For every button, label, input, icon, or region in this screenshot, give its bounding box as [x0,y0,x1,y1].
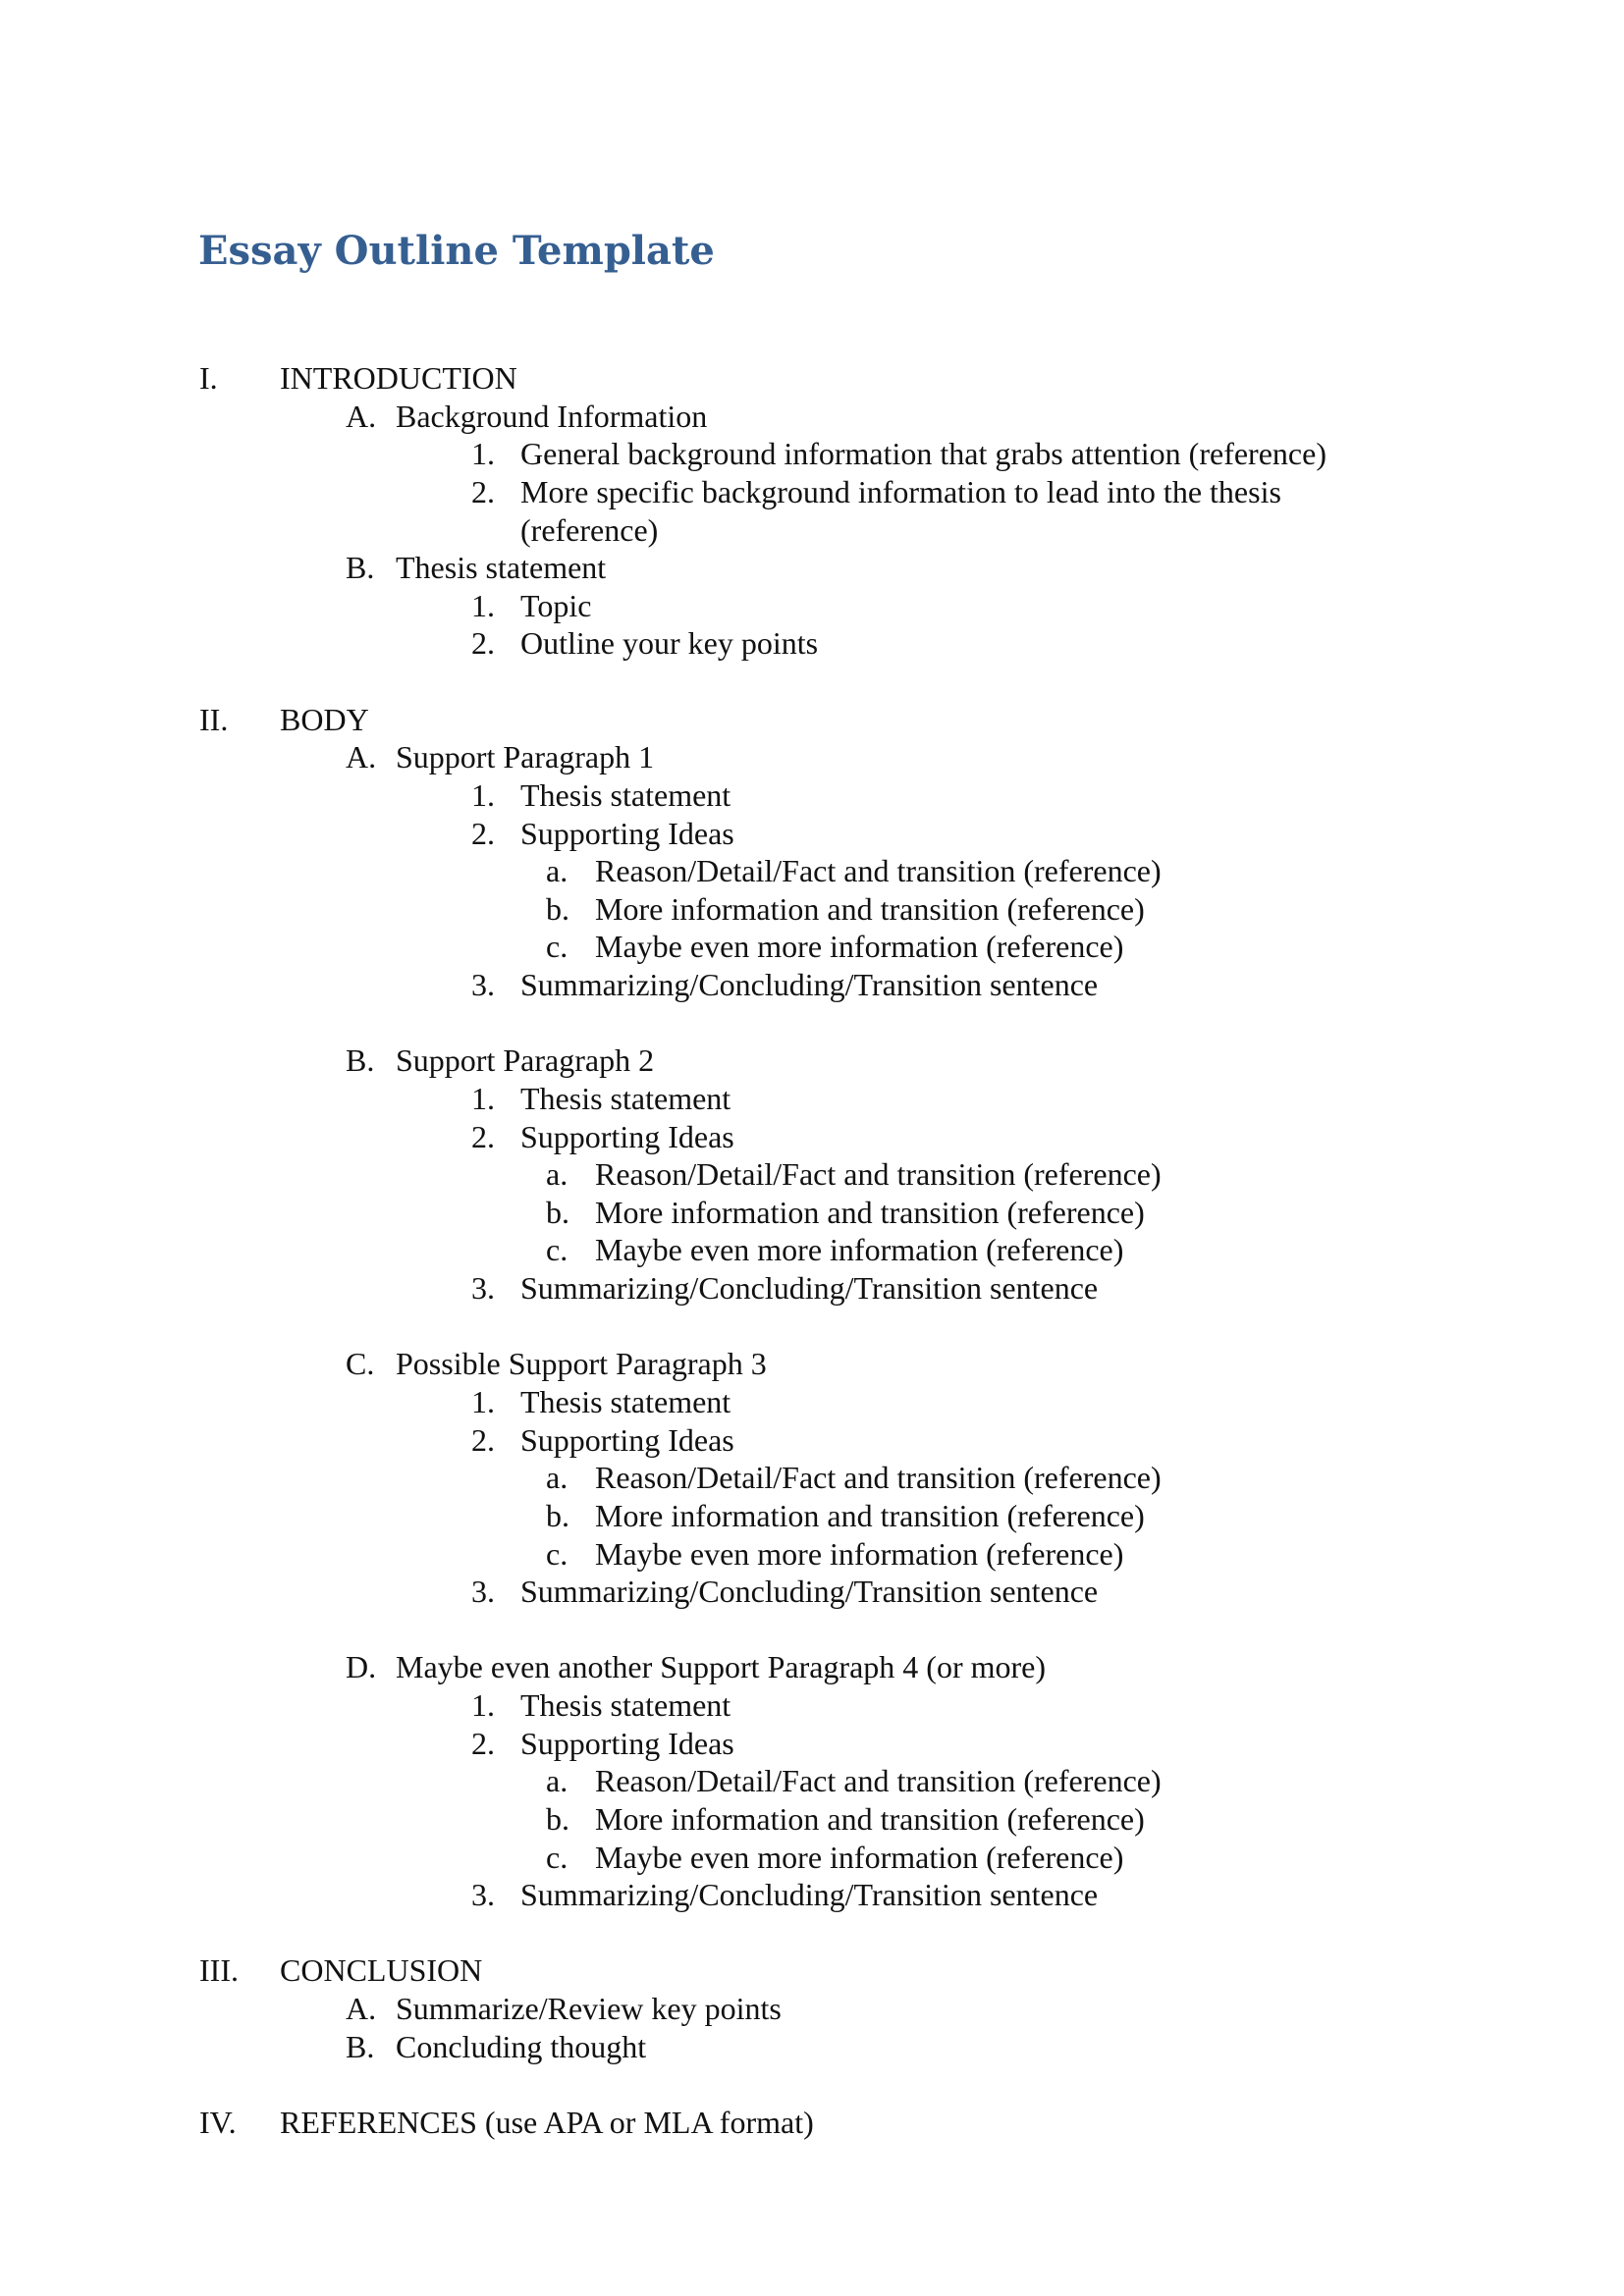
outline-marker: 1. [471,587,495,623]
outline-text: Summarizing/Concluding/Transition sentence [520,967,1099,1003]
outline-marker: a. [546,1763,568,1799]
outline-text: Supporting Ideas [520,1725,734,1761]
outline-marker: I. [199,360,218,396]
outline-marker: 3. [471,1270,495,1307]
outline-marker: 2. [471,1421,495,1458]
outline-marker: B. [346,1042,375,1079]
outline-marker: A. [346,1991,377,2027]
outline-marker: B. [346,550,375,586]
outline-marker: 2. [471,1725,495,1761]
outline-text: More information and transition (reference) [595,890,1145,927]
outline-marker: 1. [471,1687,495,1724]
outline-text: Maybe even more information (reference) [595,1232,1124,1268]
outline-marker: 3. [471,1877,495,1913]
outline-text: Maybe even more information (reference) [595,1839,1124,1875]
outline-text: Thesis statement [520,776,731,813]
outline-text: Topic [520,587,592,623]
outline-text: Thesis statement [520,1080,731,1116]
outline-text: REFERENCES (use APA or MLA format) [280,2104,814,2140]
outline-marker: c. [546,929,568,965]
outline-text: Supporting Ideas [520,1118,734,1154]
outline-marker: c. [546,1232,568,1268]
outline-marker: 2. [471,625,495,662]
outline-text: Reason/Detail/Fact and transition (reference) [595,1460,1162,1496]
outline-marker: 1. [471,1384,495,1419]
outline-text: Maybe even more information (reference) [595,1535,1124,1572]
outline-marker: 2. [471,473,495,509]
outline-text: Support Paragraph 2 [396,1042,655,1079]
outline-marker: 1. [471,776,495,813]
outline-marker: c. [546,1535,568,1572]
outline-marker: a. [546,853,568,889]
outline-marker: C. [346,1346,375,1382]
outline-text: Maybe even more information (reference) [595,929,1124,965]
outline-marker: c. [546,1839,568,1875]
outline-marker: b. [546,1800,569,1837]
outline-text: Reason/Detail/Fact and transition (reference) [595,853,1162,889]
outline-text: BODY [280,701,369,737]
outline-text: (reference) [520,511,659,548]
outline-marker: b. [546,890,569,927]
outline-text: Outline your key points [520,625,819,662]
outline-text: Thesis statement [520,1687,731,1724]
outline-marker: 2. [471,1118,495,1154]
outline-text: More information and transition (reference) [595,1800,1145,1837]
outline-text: Summarizing/Concluding/Transition sentence [520,1270,1099,1307]
outline-marker: II. [199,701,229,737]
outline-text: Summarize/Review key points [396,1991,782,2027]
outline-text: Thesis statement [520,1384,731,1419]
outline-marker: B. [346,2028,375,2064]
outline-text: Reason/Detail/Fact and transition (reference) [595,1763,1162,1799]
outline-marker: 3. [471,967,495,1003]
outline-text: More information and transition (reference) [595,1194,1145,1230]
outline-marker: a. [546,1460,568,1496]
page-title: Essay Outline Template [198,228,715,274]
outline-text: Maybe even another Support Paragraph 4 (or more) [396,1649,1046,1685]
outline-marker: a. [546,1156,568,1193]
outline-text: Supporting Ideas [520,1421,734,1458]
outline-marker: 1. [471,1080,495,1116]
outline-text: Background Information [396,398,708,434]
outline-text: CONCLUSION [280,1952,483,1989]
outline-text: INTRODUCTION [280,360,517,396]
outline-marker: III. [199,1952,239,1989]
outline-text: Summarizing/Concluding/Transition sentence [520,1574,1099,1610]
outline-marker: A. [346,398,377,434]
outline-text: Support Paragraph 1 [396,739,655,775]
outline-text: More specific background information to lead into the thesis [520,473,1281,509]
outline-marker: D. [346,1649,377,1685]
outline-text: Concluding thought [396,2028,647,2064]
outline-marker: 1. [471,436,495,472]
outline-marker: IV. [199,2104,237,2140]
outline-marker: b. [546,1497,569,1533]
outline-marker: 3. [471,1574,495,1610]
outline-text: Supporting Ideas [520,815,734,851]
outline-text: Thesis statement [396,550,607,586]
outline-marker: A. [346,739,377,775]
outline-text: Summarizing/Concluding/Transition sentence [520,1877,1099,1913]
outline-marker: 2. [471,815,495,851]
outline-text: More information and transition (reference) [595,1497,1145,1533]
outline-text: Possible Support Paragraph 3 [396,1346,767,1382]
outline-marker: b. [546,1194,569,1230]
outline-text: General background information that grabs attention (reference) [520,436,1326,472]
outline-text: Reason/Detail/Fact and transition (reference) [595,1156,1162,1193]
